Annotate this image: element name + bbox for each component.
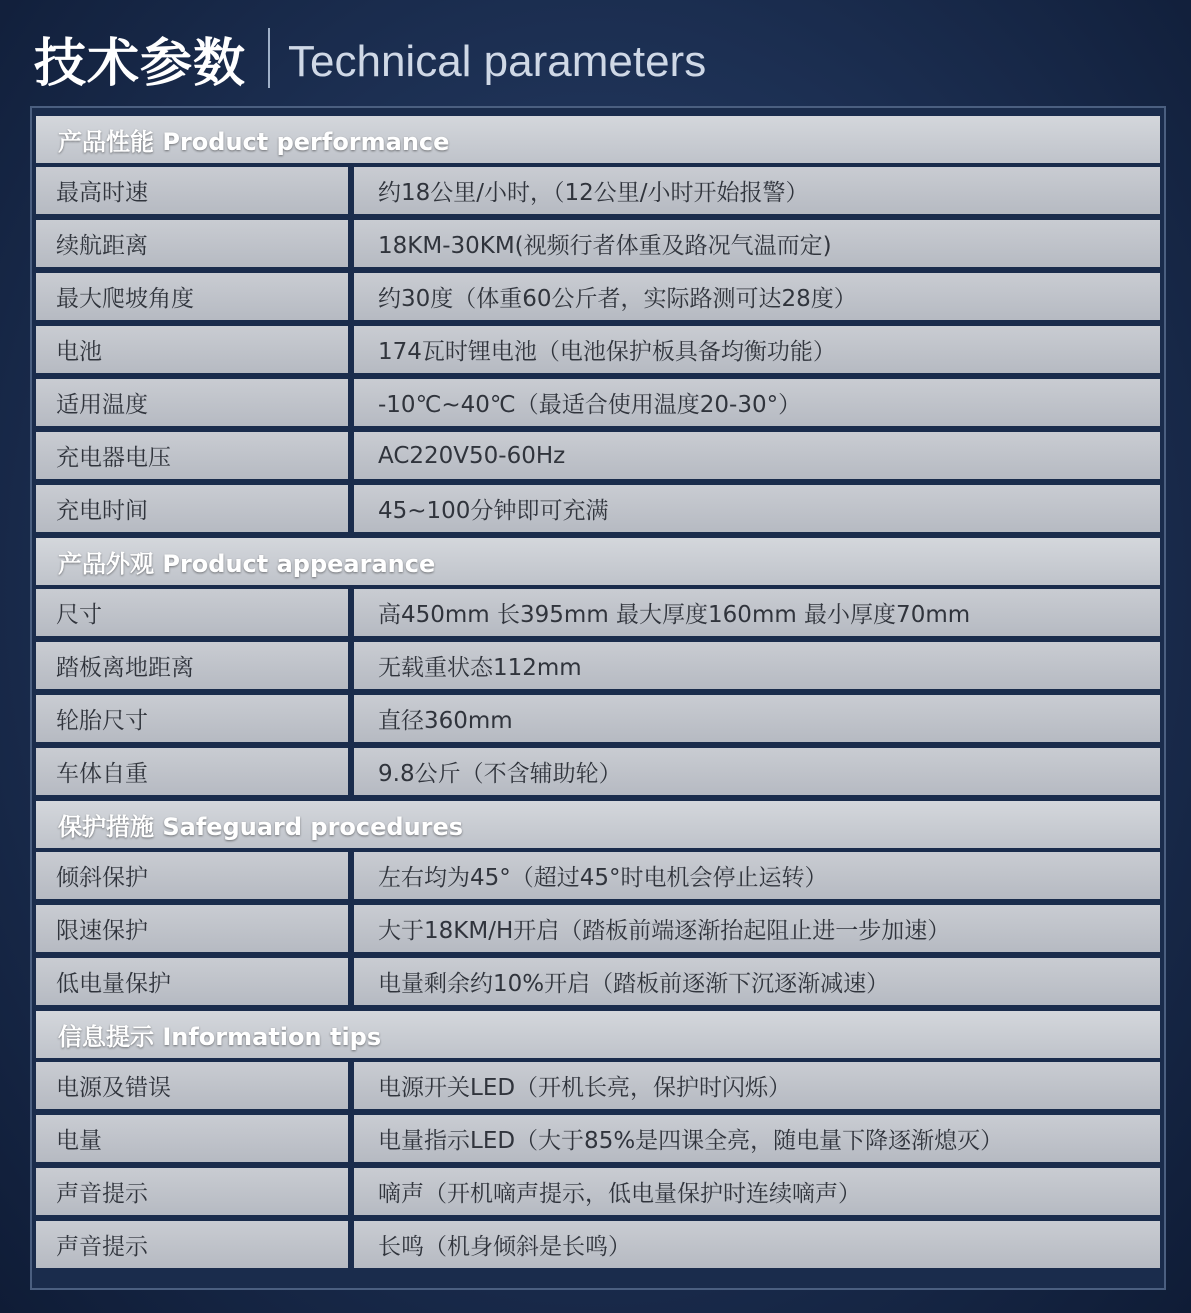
table-row <box>36 1115 1160 1162</box>
row-label: 充电器电压 <box>36 432 348 479</box>
page-title-cn: 技术参数 <box>34 33 247 94</box>
row-value: 直径360mm <box>354 695 1160 742</box>
section-header: 保护措施 Safeguard procedures <box>36 801 1160 848</box>
row-value: 45~100分钟即可充满 <box>354 485 1160 532</box>
section-header: 产品外观 Product appearance <box>36 538 1160 585</box>
row-label: 声音提示 <box>36 1168 348 1215</box>
row-label: 倾斜保护 <box>36 852 348 899</box>
row-label: 续航距离 <box>36 220 348 267</box>
row-value: 9.8公斤（不含辅助轮） <box>354 748 1160 795</box>
row-value: 左右均为45°（超过45°时电机会停止运转） <box>354 852 1160 899</box>
table-row <box>36 379 1160 426</box>
row-label: 最高时速 <box>36 167 348 214</box>
row-label: 限速保护 <box>36 905 348 952</box>
table-row <box>36 958 1160 1005</box>
row-label: 低电量保护 <box>36 958 348 1005</box>
row-value: 电量指示LED（大于85%是四课全亮，随电量下降逐渐熄灭） <box>354 1115 1160 1162</box>
row-label: 尺寸 <box>36 589 348 636</box>
row-label: 轮胎尺寸 <box>36 695 348 742</box>
table-row <box>36 852 1160 899</box>
table-row <box>36 326 1160 373</box>
table-row <box>36 1062 1160 1109</box>
row-value: 无载重状态112mm <box>354 642 1160 689</box>
page-header <box>34 22 706 94</box>
table-row <box>36 432 1160 479</box>
row-value: 约30度（体重60公斤者，实际路测可达28度） <box>354 273 1160 320</box>
table-row <box>36 905 1160 952</box>
row-value: 长鸣（机身倾斜是长鸣） <box>354 1221 1160 1268</box>
row-value: 电源开关LED（开机长亮，保护时闪烁） <box>354 1062 1160 1109</box>
row-value: AC220V50-60Hz <box>354 432 1160 479</box>
row-label: 电量 <box>36 1115 348 1162</box>
row-label: 最大爬坡角度 <box>36 273 348 320</box>
table-row <box>36 167 1160 214</box>
row-label: 充电时间 <box>36 485 348 532</box>
table-row <box>36 748 1160 795</box>
row-value: -10℃~40℃（最适合使用温度20-30°） <box>354 379 1160 426</box>
row-value: 大于18KM/H开启（踏板前端逐渐抬起阻止进一步加速） <box>354 905 1160 952</box>
section-header: 产品性能 Product performance <box>36 116 1160 163</box>
table-row <box>36 273 1160 320</box>
table-row <box>36 485 1160 532</box>
table-row <box>36 589 1160 636</box>
spec-table <box>30 106 1166 1290</box>
row-label: 适用温度 <box>36 379 348 426</box>
row-value: 18KM-30KM(视频行者体重及路况气温而定) <box>354 220 1160 267</box>
row-label: 电源及错误 <box>36 1062 348 1109</box>
table-row <box>36 642 1160 689</box>
row-value: 电量剩余约10%开启（踏板前逐渐下沉逐渐减速） <box>354 958 1160 1005</box>
table-row <box>36 695 1160 742</box>
row-label: 踏板离地距离 <box>36 642 348 689</box>
table-row <box>36 220 1160 267</box>
row-label: 声音提示 <box>36 1221 348 1268</box>
row-value: 174瓦时锂电池（电池保护板具备均衡功能） <box>354 326 1160 373</box>
row-value: 约18公里/小时，（12公里/小时开始报警） <box>354 167 1160 214</box>
section-header: 信息提示 Information tips <box>36 1011 1160 1058</box>
row-value: 高450mm 长395mm 最大厚度160mm 最小厚度70mm <box>354 589 1160 636</box>
row-value: 嘀声（开机嘀声提示，低电量保护时连续嘀声） <box>354 1168 1160 1215</box>
row-label: 电池 <box>36 326 348 373</box>
row-label: 车体自重 <box>36 748 348 795</box>
table-row <box>36 1221 1160 1268</box>
table-row <box>36 1168 1160 1215</box>
page-title-en: Technical parameters <box>288 37 707 86</box>
title-divider <box>268 28 270 88</box>
